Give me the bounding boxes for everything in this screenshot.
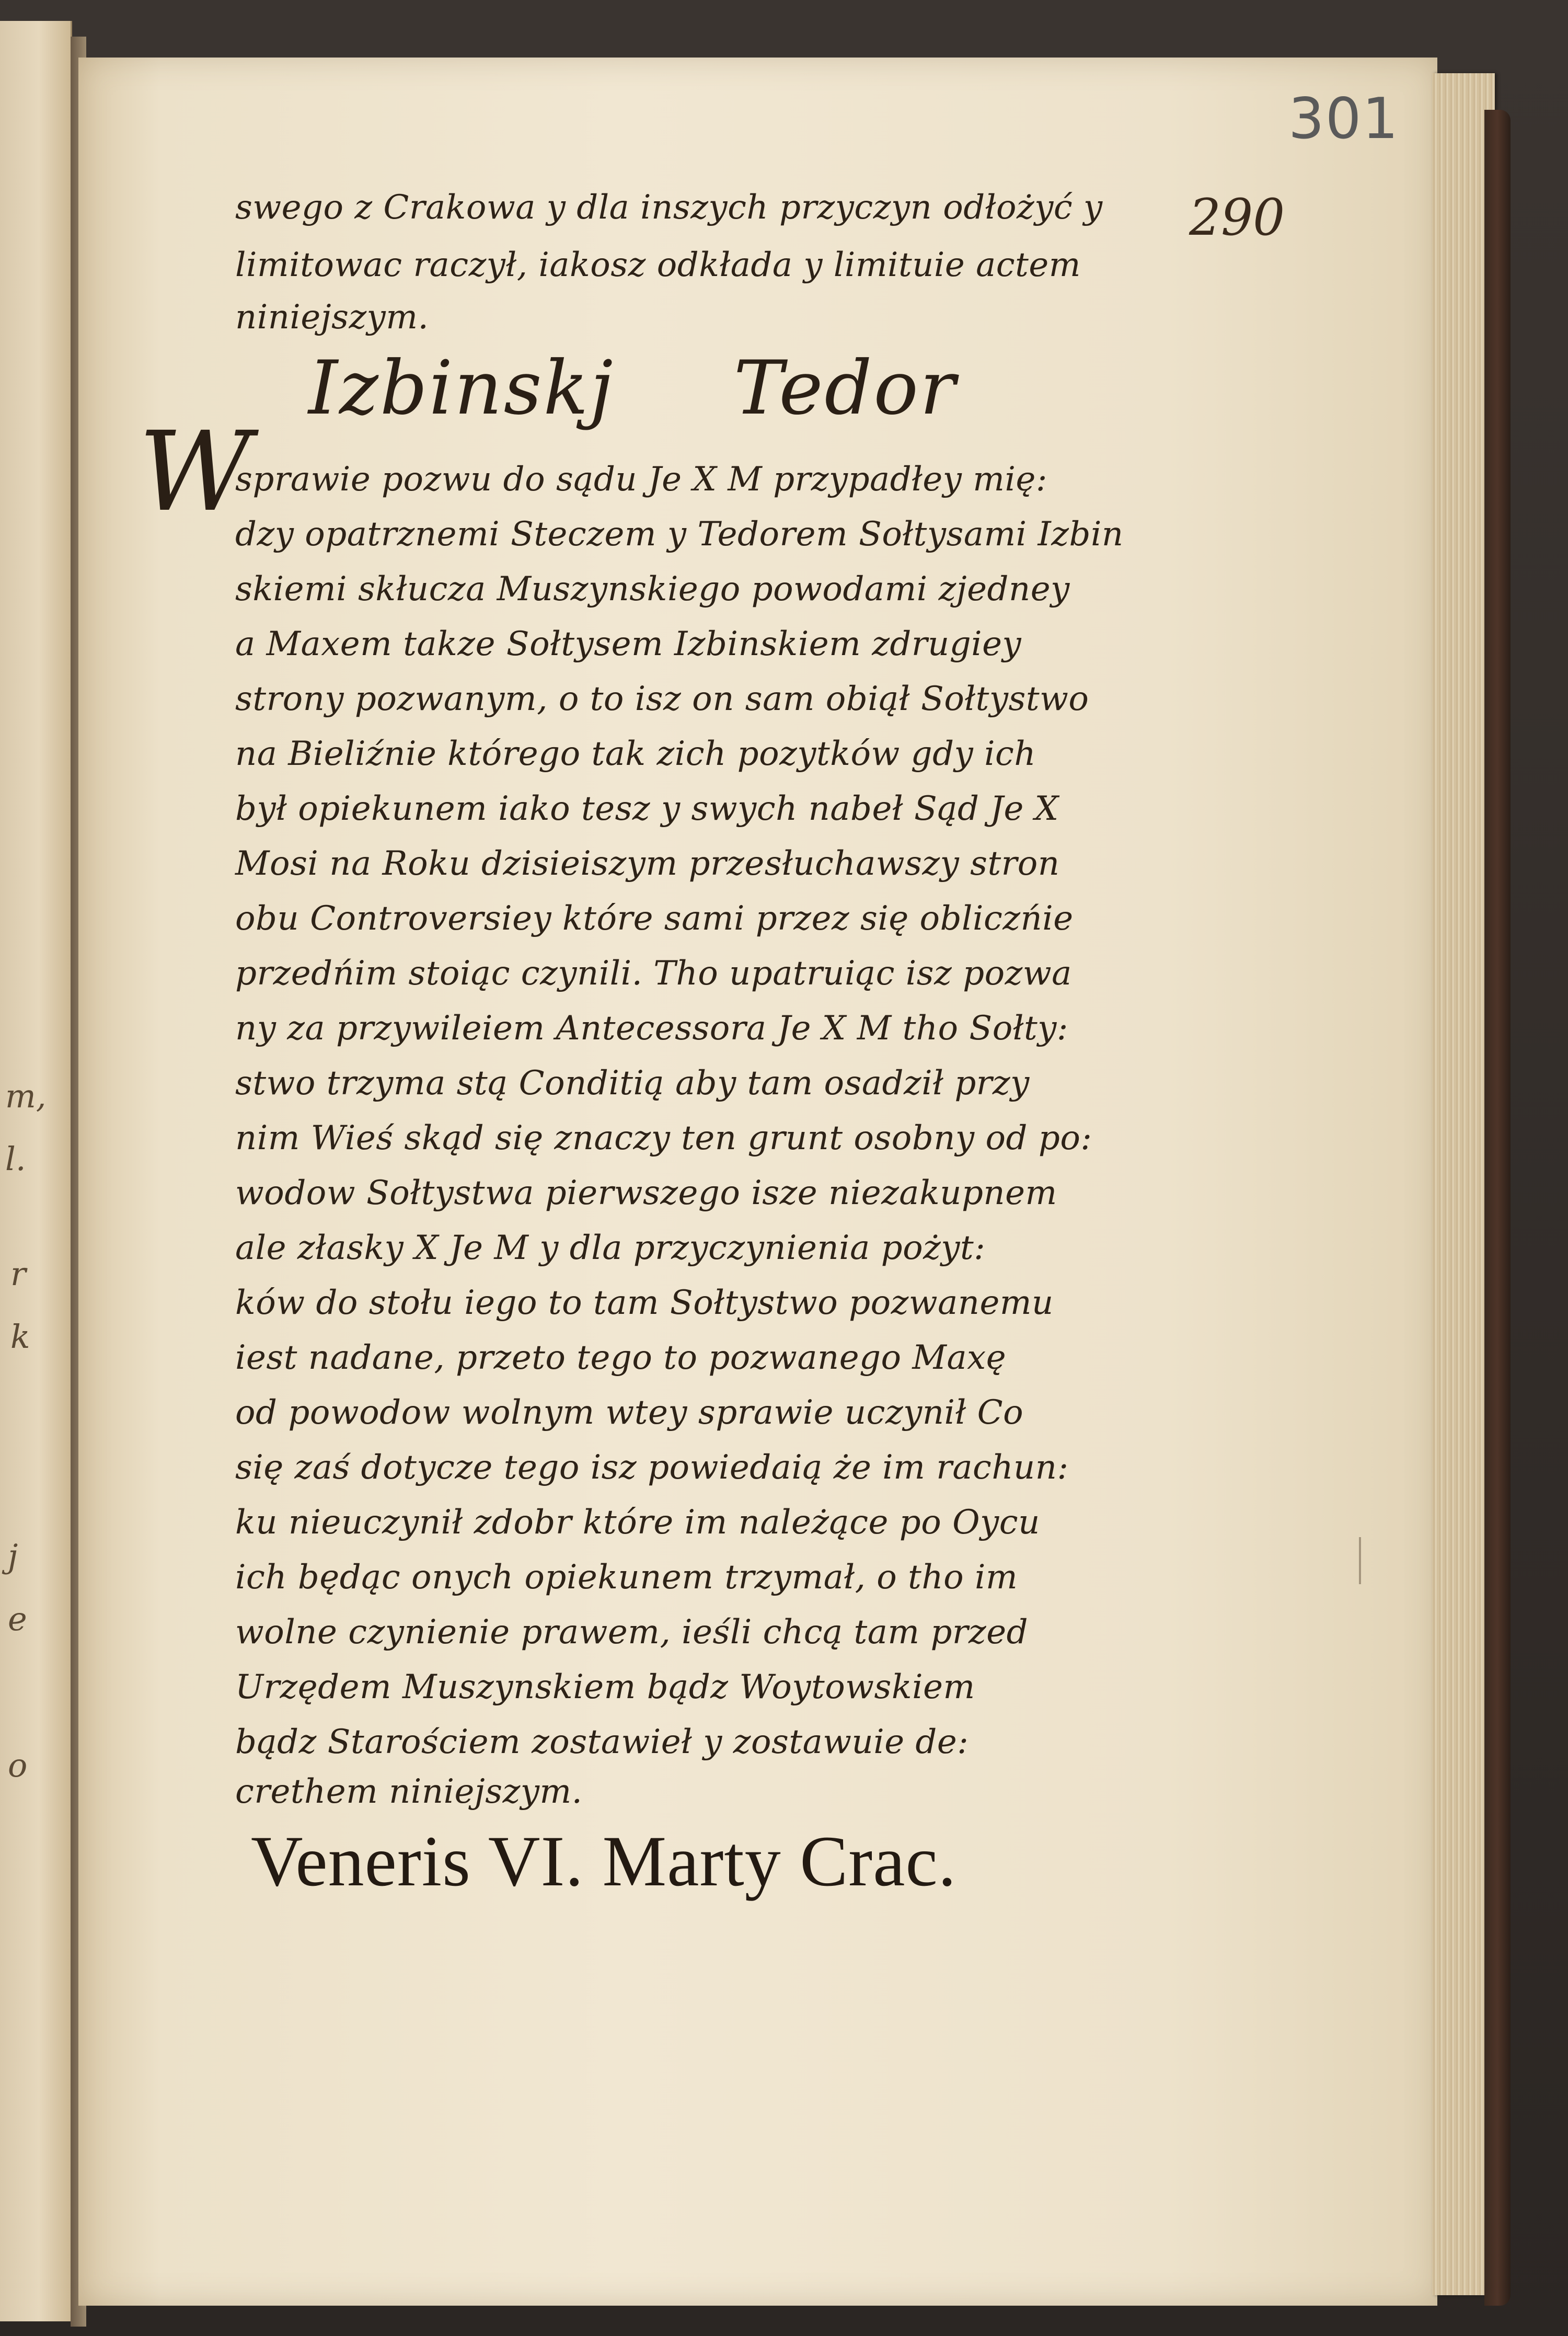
entry-line: stwo trzyma stą Conditią aby tam osadził przy [235,1064,1030,1103]
opening-line: niniejszym. [235,298,429,337]
book-cover-edge [1484,110,1511,2306]
entry-line: ków do stołu iego to tam Sołtystwo pozwanemu [235,1284,1054,1322]
folio-number: 301 [1288,86,1400,152]
entry-line: nim Wieś skąd się znaczy ten grunt osobny od po: [235,1119,1092,1158]
opening-line: swego z Crakowa y dla inszych przyczyn odłożyć y [235,188,1103,227]
entry-line: wodow Sołtystwa pierwszego isze niezakupnem [235,1174,1057,1212]
entry-line: skiemi skłucza Muszynskiego powodami zjedney [235,570,1070,609]
margin-mark: k [10,1318,30,1356]
entry-line: przedńim stoiąc czynili. Tho upatruiąc isz pozwa [235,954,1072,993]
entry-line: ku nieuczynił zdobr które im należące po Oycu [235,1503,1040,1542]
entry-line: sprawie pozwu do sądu Je X M przypadłey mię: [235,460,1047,499]
entry-line: Mosi na Roku dzisieiszym przesłuchawszy stron [235,844,1060,883]
entry-line: dzy opatrznemi Steczem y Tedorem Sołtysami Izbin [235,515,1124,554]
date-heading: Veneris VI. Marty Crac. [251,1821,957,1901]
margin-mark: e [8,1600,27,1638]
entry-line: ale złasky X Je M y dla przyczynienia pożyt: [235,1229,986,1267]
entry-line: bądz Starościem zostawieł y zostawuie de: [235,1723,969,1761]
margin-mark: m, [5,1077,47,1115]
margin-mark: o [8,1746,28,1784]
entry-line: był opiekunem iako tesz y swych nabeł Sąd Je X [235,789,1059,828]
entry-line: obu Controversiey które sami przez się obliczńie [235,899,1074,938]
margin-stroke [1359,1537,1361,1584]
entry-heading: Izbinskj Tedor [308,345,957,431]
previous-page-edge [0,21,72,2321]
margin-mark: l. [5,1140,26,1178]
entry-line: iest nadane, przeto tego to pozwanego Maxę [235,1338,1007,1377]
entry-initial: W [139,408,251,536]
entry-line: się zaś dotycze tego isz powiedaią że im rachun: [235,1448,1069,1487]
margin-mark: j [8,1537,18,1575]
margin-mark: r [10,1255,26,1293]
entry-line: ny za przywileiem Antecessora Je X M tho Sołty: [235,1009,1068,1048]
opening-line: limitowac raczył, iakosz odkłada y limituie actem [235,246,1081,284]
entry-line: od powodow wolnym wtey sprawie uczynił Co [235,1393,1024,1432]
entry-line: Urzędem Muszynskiem bądz Woytowskiem [235,1668,975,1707]
entry-line: a Maxem takze Sołtysem Izbinskiem zdrugiey [235,625,1022,663]
entry-line: strony pozwanym, o to isz on sam obiął Sołtystwo [235,680,1089,718]
leaf-number: 290 [1189,188,1285,247]
entry-line: na Bieliźnie którego tak zich pozytków gdy ich [235,735,1036,773]
entry-line: ich będąc onych opiekunem trzymał, o tho im [235,1558,1018,1597]
entry-line: crethem niniejszym. [235,1772,583,1811]
entry-line: wolne czynienie prawem, ieśli chcą tam przed [235,1613,1029,1652]
